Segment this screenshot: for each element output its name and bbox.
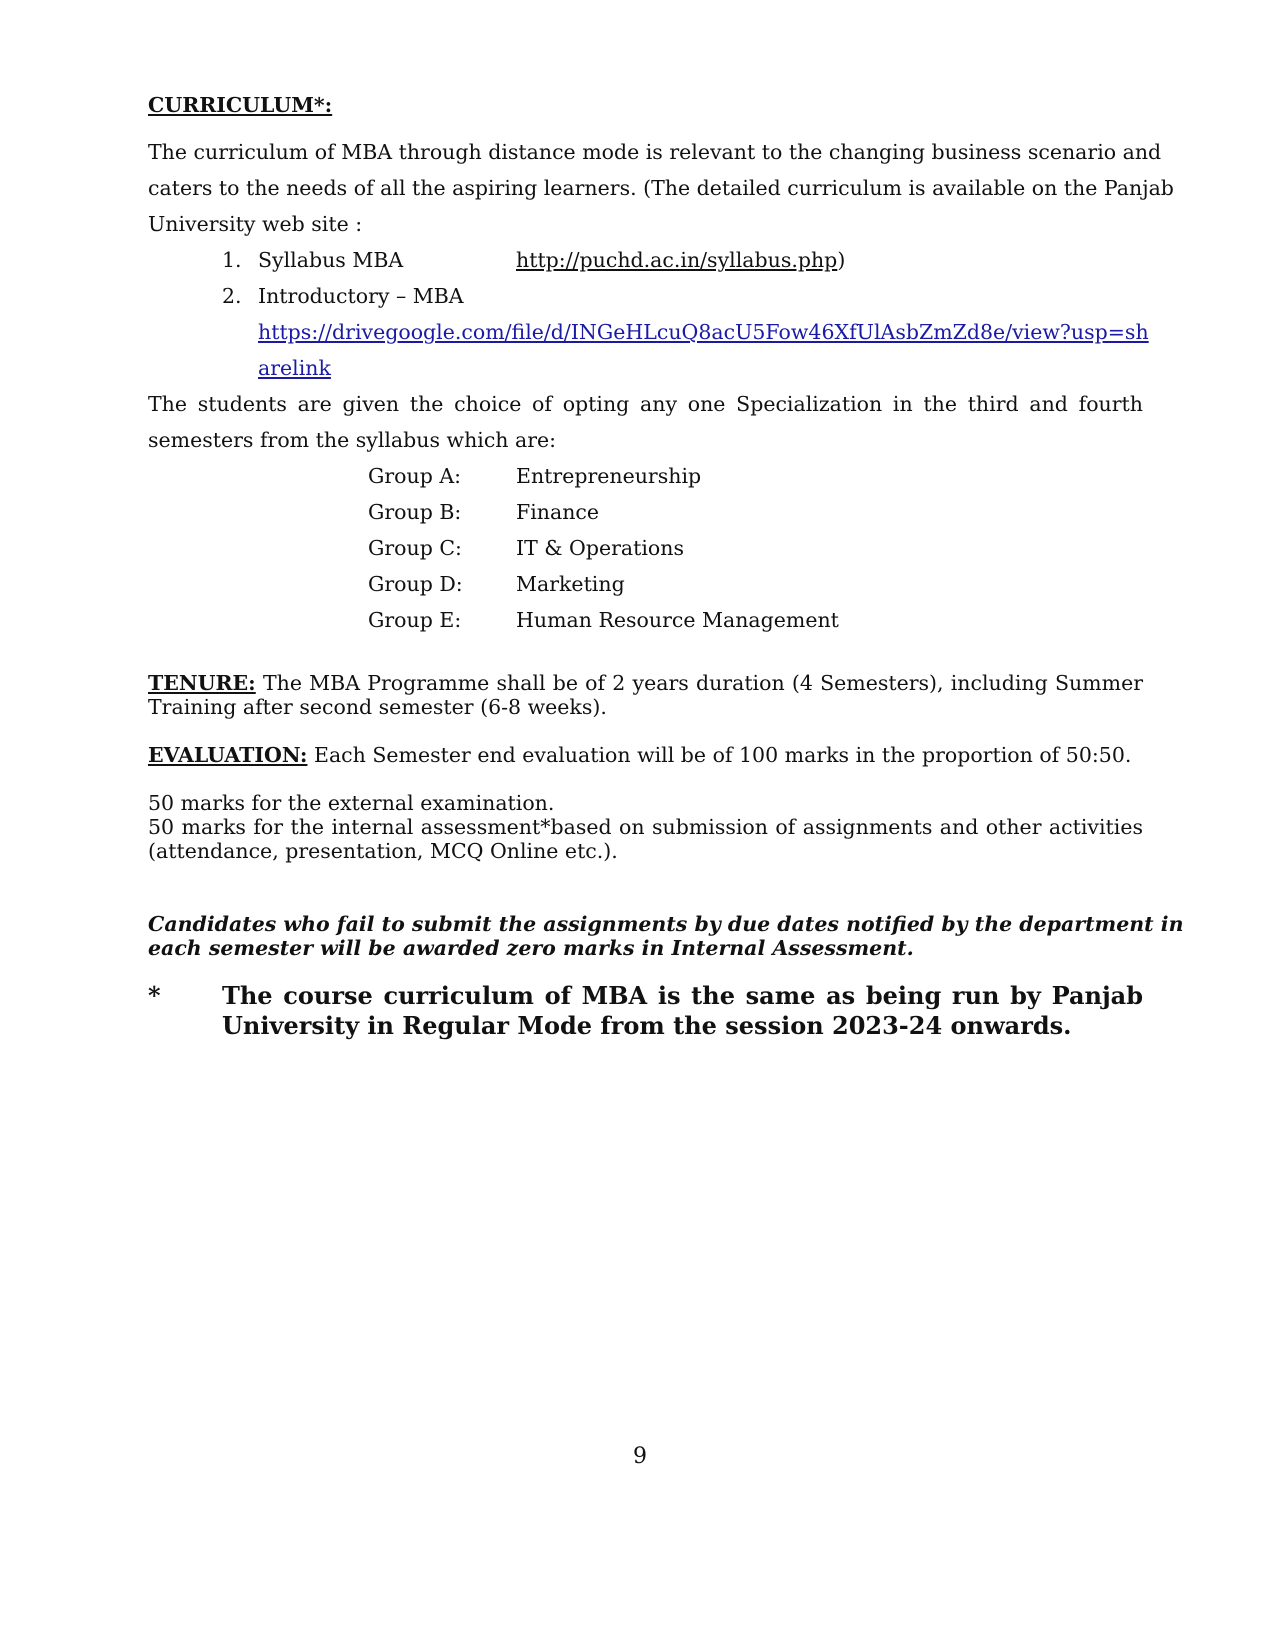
group-label: Group D: <box>368 572 463 596</box>
specialization-line-1: The students are given the choice of opting any one Specialization in the third and fourth <box>148 392 1143 416</box>
syllabus-link[interactable]: http://puchd.ac.in/syllabus.php <box>516 248 838 272</box>
curriculum-heading: CURRICULUM*: <box>148 93 333 117</box>
curriculum-intro-line-2: caters to the needs of all the aspiring learners. (The detailed curriculum is available on the Panjab <box>148 176 1174 200</box>
external-marks: 50 marks for the external examination. <box>148 791 555 815</box>
group-label: Group B: <box>368 500 462 524</box>
list-number: 1. <box>222 248 242 272</box>
group-label: Group C: <box>368 536 462 560</box>
note-marker: * <box>148 981 161 1010</box>
warning-line-1: Candidates who fail to submit the assignments by due dates notified by the department in <box>148 912 1184 936</box>
introductory-label: Introductory – MBA <box>258 284 464 308</box>
warning-line-2: each semester will be awarded zero marks in Internal Assessment. <box>148 936 914 960</box>
note-line-2: University in Regular Mode from the session 2023-24 onwards. <box>222 1011 1072 1040</box>
evaluation-line <box>148 743 1131 767</box>
group-name: Marketing <box>516 572 625 596</box>
tenure-label: TENURE: <box>148 671 256 695</box>
internal-marks-line-1: 50 marks for the internal assessment*based on submission of assignments and other activities <box>148 815 1143 839</box>
group-name: Human Resource Management <box>516 608 839 632</box>
internal-marks-line-2: (attendance, presentation, MCQ Online etc.). <box>148 839 618 863</box>
evaluation-text: Each Semester end evaluation will be of 100 marks in the proportion of 50:50. <box>313 743 1132 767</box>
introductory-link-line-1[interactable]: https://drivegoogle.com/file/d/INGeHLcuQ8acU5Fow46XfUlAsbZmZd8e/view?usp=sh <box>258 320 1149 344</box>
tenure-text: The MBA Programme shall be of 2 years duration (4 Semesters), including Summer <box>262 671 1143 695</box>
evaluation-label: EVALUATION: <box>148 743 308 767</box>
group-label: Group A: <box>368 464 462 488</box>
syllabus-label: Syllabus MBA <box>258 248 404 272</box>
specialization-line-2: semesters from the syllabus which are: <box>148 428 557 452</box>
curriculum-intro-line-3: University web site : <box>148 212 363 236</box>
tenure-line-2: Training after second semester (6-8 weeks). <box>148 695 607 719</box>
introductory-link-line-2[interactable]: arelink <box>258 356 331 380</box>
note-line-1: The course curriculum of MBA is the same as being run by Panjab <box>222 981 1143 1010</box>
syllabus-link-row <box>516 242 845 278</box>
group-name: Entrepreneurship <box>516 464 702 488</box>
group-label: Group E: <box>368 608 462 632</box>
page-number: 9 <box>633 1444 647 1469</box>
tenure-line-1 <box>148 671 1143 695</box>
list-number: 2. <box>222 284 242 308</box>
syllabus-link-suffix: ) <box>837 248 846 272</box>
group-name: Finance <box>516 500 600 524</box>
group-name: IT & Operations <box>516 536 684 560</box>
curriculum-intro-line-1: The curriculum of MBA through distance mode is relevant to the changing business scenario and <box>148 140 1162 164</box>
